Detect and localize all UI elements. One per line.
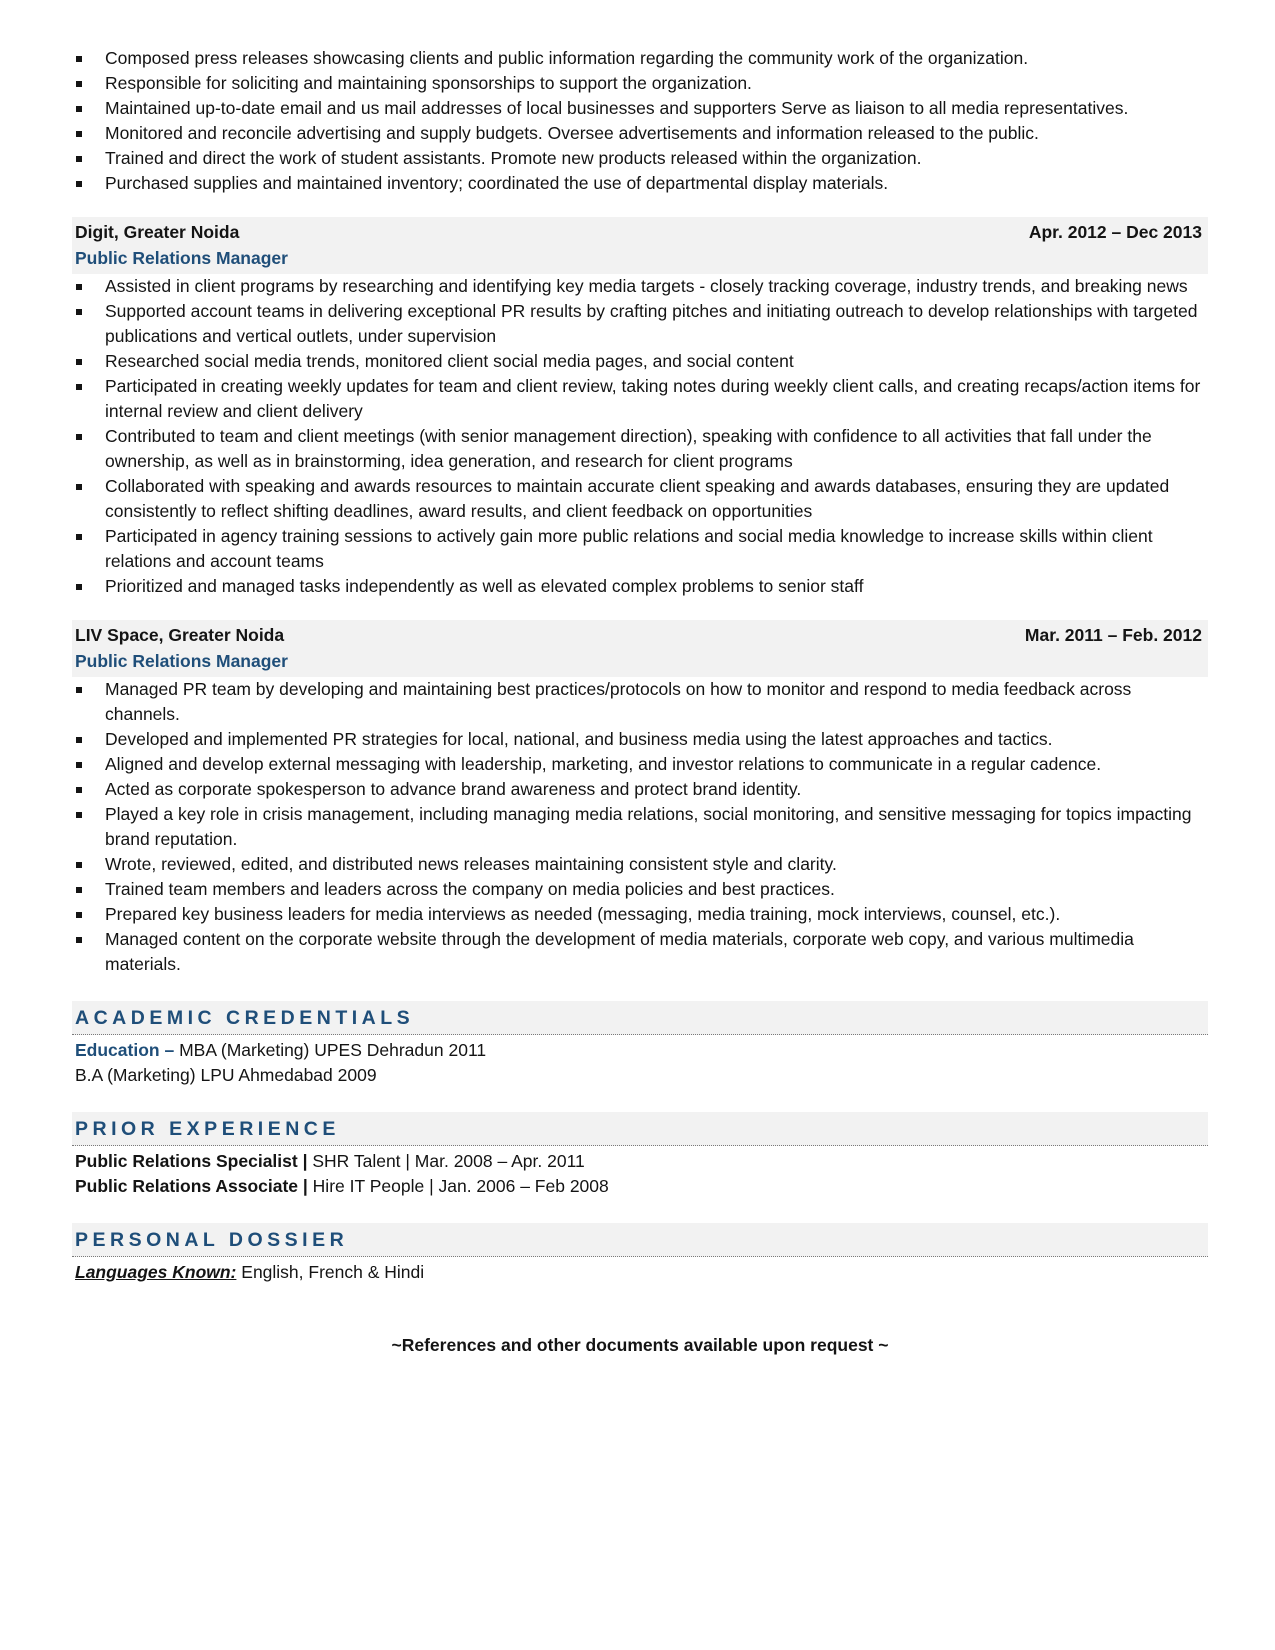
bullet-item: Researched social media trends, monitored client social media pages, and social content xyxy=(72,349,1208,374)
languages-label: Languages Known: xyxy=(75,1262,237,1282)
education-degree-2: B.A (Marketing) LPU Ahmedabad 2009 xyxy=(75,1065,377,1085)
bullet-item: Participated in creating weekly updates for team and client review, taking notes during weekly client calls, and creating recaps/action items for internal review and client delivery xyxy=(72,374,1208,424)
job-header-row xyxy=(75,622,1202,648)
bullet-item: Acted as corporate spokesperson to advance brand awareness and protect brand identity. xyxy=(72,777,1208,802)
bullet-item: Managed PR team by developing and maintaining best practices/protocols on how to monitor and respond to media feedback across channels. xyxy=(72,677,1208,727)
languages-value: English, French & Hindi xyxy=(241,1262,425,1282)
prior-role: Public Relations Specialist | xyxy=(75,1151,308,1171)
resume-content xyxy=(72,46,1208,1358)
bullet-item: Managed content on the corporate website through the development of media materials, corporate web copy, and various multimedia materials. xyxy=(72,927,1208,977)
bullet-item: Collaborated with speaking and awards resources to maintain accurate client speaking and awards databases, ensuring they are updated consistently to reflect shifting deadlines, award results, and client feedback on opportunities xyxy=(72,474,1208,524)
bullet-item: Supported account teams in delivering exceptional PR results by crafting pitches and initiating outreach to develop relationships with targeted publications and vertical outlets, under supervision xyxy=(72,299,1208,349)
bullet-item: Trained and direct the work of student assistants. Promote new products released within the organization. xyxy=(72,146,1208,171)
prior-role: Public Relations Associate | xyxy=(75,1176,308,1196)
jobs-list xyxy=(72,217,1208,977)
job-bullet-list xyxy=(72,274,1208,599)
job-header xyxy=(72,217,1208,274)
section-heading-academic: ACADEMIC CREDENTIALS xyxy=(72,1001,1208,1035)
bullet-item: Monitored and reconcile advertising and supply budgets. Oversee advertisements and information released to the public. xyxy=(72,121,1208,146)
prior-experience-item xyxy=(72,1174,1208,1199)
prior-experience-item xyxy=(72,1149,1208,1174)
prior-detail: SHR Talent | Mar. 2008 – Apr. 2011 xyxy=(312,1151,585,1171)
bullet-item: Assisted in client programs by researching and identifying key media targets - closely tracking coverage, industry trends, and breaking news xyxy=(72,274,1208,299)
job-title: Public Relations Manager xyxy=(75,651,288,671)
bullet-item: Played a key role in crisis management, including managing media relations, social monitoring, and sensitive messaging for topics impacting brand reputation. xyxy=(72,802,1208,852)
section-heading-personal-dossier: PERSONAL DOSSIER xyxy=(72,1223,1208,1257)
bullet-item: Wrote, reviewed, edited, and distributed news releases maintaining consistent style and clarity. xyxy=(72,852,1208,877)
job-dates: Apr. 2012 – Dec 2013 xyxy=(1028,222,1202,242)
intro-bullet-list xyxy=(72,46,1208,196)
bullet-item: Responsible for soliciting and maintaining sponsorships to support the organization. xyxy=(72,71,1208,96)
job-block xyxy=(72,217,1208,599)
references-note: ~References and other documents available upon request ~ xyxy=(391,1335,889,1355)
bullet-item: Purchased supplies and maintained inventory; coordinated the use of departmental display materials. xyxy=(72,171,1208,196)
bullet-item: Prioritized and managed tasks independently as well as elevated complex problems to senior staff xyxy=(72,574,1208,599)
bullet-item: Prepared key business leaders for media interviews as needed (messaging, media training, mock interviews, counsel, etc.). xyxy=(72,902,1208,927)
job-block xyxy=(72,620,1208,977)
bullet-item: Trained team members and leaders across the company on media policies and best practices. xyxy=(72,877,1208,902)
company-name: Digit, Greater Noida xyxy=(75,222,240,242)
bullet-item: Contributed to team and client meetings (with senior management direction), speaking with confidence to all activities that fall under the ownership, as well as in brainstorming, idea generation, and research for client programs xyxy=(72,424,1208,474)
languages-line xyxy=(72,1260,1208,1285)
prior-detail: Hire IT People | Jan. 2006 – Feb 2008 xyxy=(312,1176,609,1196)
prior-experience-list xyxy=(72,1149,1208,1199)
job-bullet-list xyxy=(72,677,1208,977)
job-header-row xyxy=(75,219,1202,245)
education-degree-1: MBA (Marketing) UPES Dehradun 2011 xyxy=(179,1040,487,1060)
education-line xyxy=(72,1038,1208,1063)
bullet-item: Aligned and develop external messaging with leadership, marketing, and investor relations to communicate in a regular cadence. xyxy=(72,752,1208,777)
bullet-item: Participated in agency training sessions to actively gain more public relations and social media knowledge to increase skills within client relations and account teams xyxy=(72,524,1208,574)
job-dates: Mar. 2011 – Feb. 2012 xyxy=(1024,625,1202,645)
bullet-item: Composed press releases showcasing clients and public information regarding the community work of the organization. xyxy=(72,46,1208,71)
bullet-item: Developed and implemented PR strategies for local, national, and business media using the latest approaches and tactics. xyxy=(72,727,1208,752)
section-heading-prior-experience: PRIOR EXPERIENCE xyxy=(72,1112,1208,1146)
job-title: Public Relations Manager xyxy=(75,248,288,268)
education-label: Education – xyxy=(75,1040,175,1060)
bullet-item: Maintained up-to-date email and us mail addresses of local businesses and supporters Serve as liaison to all media representatives. xyxy=(72,96,1208,121)
company-name: LIV Space, Greater Noida xyxy=(75,625,285,645)
job-header xyxy=(72,620,1208,677)
